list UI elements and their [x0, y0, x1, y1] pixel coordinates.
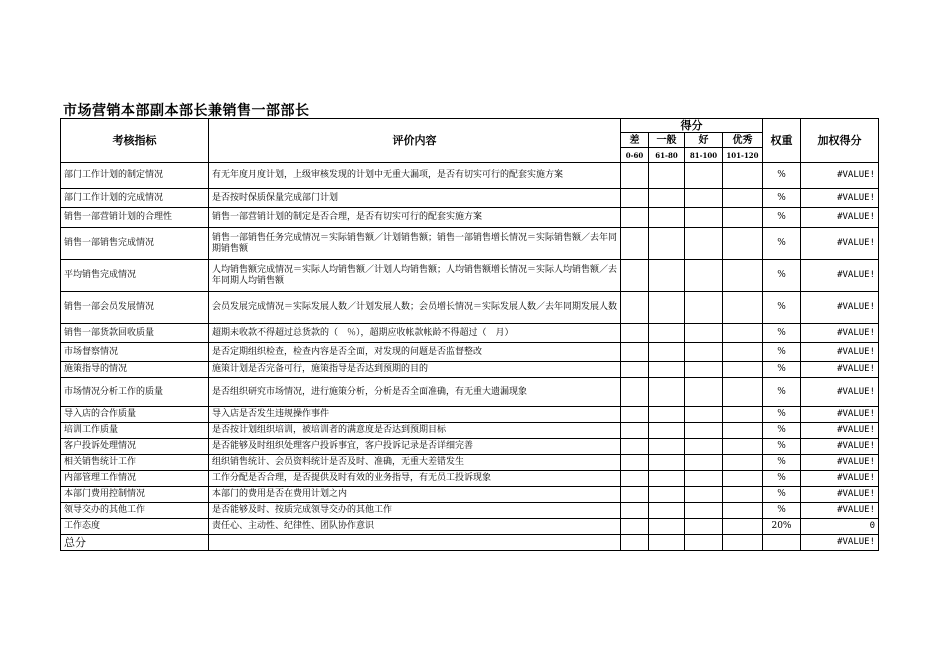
indicator-cell: 客户投诉处理情况 — [61, 439, 209, 455]
indicator-cell: 销售一部会员发展情况 — [61, 292, 209, 324]
score-input-cell[interactable] — [621, 163, 649, 189]
content-cell: 是否组织研究市场情况，进行施策分析，分析是否全面准确，有无重大遗漏现象 — [209, 378, 621, 407]
weighted-score-cell[interactable]: #VALUE! — [801, 362, 879, 378]
table-row — [61, 378, 879, 407]
content-cell: 是否按计划组织培训，被培训者的满意度是否达到预期目标 — [209, 423, 621, 439]
total-score[interactable]: #VALUE! — [801, 535, 879, 551]
content-cell: 有无年度月度计划，上级审核发现的计划中无重大漏项，是否有切实可行的配套实施方案 — [209, 163, 621, 189]
content-cell: 销售一部营销计划的制定是否合理，是否有切实可行的配套实施方案 — [209, 208, 621, 228]
score-input-cell[interactable] — [649, 343, 685, 362]
weight-cell[interactable]: % — [763, 407, 801, 423]
score-input-cell[interactable] — [685, 407, 723, 423]
score-input-cell[interactable] — [723, 439, 763, 455]
score-input-cell[interactable] — [723, 189, 763, 208]
score-input-cell[interactable] — [649, 378, 685, 407]
content-cell: 销售一部销售任务完成情况＝实际销售额／计划销售额；销售一部销售增长情况＝实际销售额／去年同期销售额 — [209, 228, 621, 260]
weight-cell[interactable]: % — [763, 208, 801, 228]
content-cell: 组织销售统计、会员资料统计是否及时、准确，无重大差错发生 — [209, 455, 621, 471]
score-input-cell[interactable] — [649, 471, 685, 487]
table-row — [61, 455, 879, 471]
weight-cell[interactable]: % — [763, 423, 801, 439]
score-input-cell[interactable] — [649, 292, 685, 324]
weight-cell[interactable]: % — [763, 471, 801, 487]
score-input-cell[interactable] — [723, 163, 763, 189]
weight-cell[interactable]: % — [763, 163, 801, 189]
table-row — [61, 362, 879, 378]
weighted-score-cell[interactable]: #VALUE! — [801, 189, 879, 208]
weighted-score-cell[interactable]: #VALUE! — [801, 292, 879, 324]
weight-cell[interactable]: 20% — [763, 519, 801, 535]
weight-cell[interactable]: % — [763, 228, 801, 260]
score-input-cell[interactable] — [685, 503, 723, 519]
score-input-cell[interactable] — [685, 378, 723, 407]
weighted-score-cell[interactable]: #VALUE! — [801, 260, 879, 292]
score-input-cell[interactable] — [723, 228, 763, 260]
indicator-cell: 本部门费用控制情况 — [61, 487, 209, 503]
indicator-cell: 市场督察情况 — [61, 343, 209, 362]
score-input-cell[interactable] — [649, 487, 685, 503]
total-label: 总分 — [61, 535, 209, 551]
score-input-cell[interactable] — [621, 343, 649, 362]
weighted-score-cell[interactable]: #VALUE! — [801, 343, 879, 362]
score-input-cell[interactable] — [621, 378, 649, 407]
content-cell: 是否定期组织检查，检查内容是否全面，对发现的问题是否监督整改 — [209, 343, 621, 362]
score-input-cell[interactable] — [723, 362, 763, 378]
score-input-cell[interactable] — [685, 324, 723, 343]
weight-cell[interactable]: % — [763, 189, 801, 208]
header-range-good: 81-100 — [685, 148, 723, 163]
content-cell: 工作分配是否合理，是否提供及时有效的业务指导，有无员工投诉现象 — [209, 471, 621, 487]
weighted-score-cell[interactable]: #VALUE! — [801, 455, 879, 471]
score-input-cell[interactable] — [723, 343, 763, 362]
score-input-cell[interactable] — [649, 260, 685, 292]
table-row — [61, 487, 879, 503]
weighted-score-cell[interactable]: #VALUE! — [801, 439, 879, 455]
table-row — [61, 260, 879, 292]
weighted-score-cell[interactable]: #VALUE! — [801, 423, 879, 439]
table-row — [61, 343, 879, 362]
score-input-cell[interactable] — [685, 471, 723, 487]
score-input-cell[interactable] — [649, 163, 685, 189]
score-input-cell[interactable] — [723, 407, 763, 423]
score-input-cell[interactable] — [685, 208, 723, 228]
score-input-cell[interactable] — [621, 455, 649, 471]
score-input-cell[interactable] — [649, 503, 685, 519]
cell-blank[interactable] — [209, 535, 621, 551]
cell-blank[interactable] — [763, 535, 801, 551]
content-cell: 是否能够及时、按质完成领导交办的其他工作 — [209, 503, 621, 519]
indicator-cell: 销售一部营销计划的合理性 — [61, 208, 209, 228]
table-row — [61, 519, 879, 535]
weighted-score-cell[interactable]: 0 — [801, 519, 879, 535]
weighted-score-cell[interactable]: #VALUE! — [801, 163, 879, 189]
indicator-cell: 平均销售完成情况 — [61, 260, 209, 292]
score-input-cell[interactable] — [723, 519, 763, 535]
weighted-score-cell[interactable]: #VALUE! — [801, 378, 879, 407]
table-row — [61, 189, 879, 208]
evaluation-table — [60, 118, 879, 551]
weighted-score-cell[interactable]: #VALUE! — [801, 503, 879, 519]
cell-blank[interactable] — [723, 535, 763, 551]
indicator-cell: 领导交办的其他工作 — [61, 503, 209, 519]
content-cell: 超期未收款不得超过总货款的（ ％），超期应收帐款帐龄不得超过（ 月） — [209, 324, 621, 343]
weight-cell[interactable]: % — [763, 260, 801, 292]
weight-cell[interactable]: % — [763, 439, 801, 455]
table-row — [61, 324, 879, 343]
score-input-cell[interactable] — [685, 487, 723, 503]
score-input-cell[interactable] — [621, 362, 649, 378]
table-row — [61, 208, 879, 228]
score-input-cell[interactable] — [621, 208, 649, 228]
indicator-cell: 部门工作计划的制定情况 — [61, 163, 209, 189]
weight-cell[interactable]: % — [763, 343, 801, 362]
score-input-cell[interactable] — [685, 292, 723, 324]
table-row — [61, 228, 879, 260]
score-input-cell[interactable] — [685, 362, 723, 378]
weight-cell[interactable]: % — [763, 324, 801, 343]
cell-blank[interactable] — [621, 535, 649, 551]
content-cell: 人均销售额完成情况＝实际人均销售额／计划人均销售额；人均销售额增长情况＝实际人均销售额／去年同期人均销售额 — [209, 260, 621, 292]
score-input-cell[interactable] — [649, 228, 685, 260]
score-input-cell[interactable] — [649, 423, 685, 439]
score-input-cell[interactable] — [685, 189, 723, 208]
table-row — [61, 423, 879, 439]
header-level-fair: 一般 — [649, 133, 685, 148]
score-input-cell[interactable] — [685, 455, 723, 471]
indicator-cell: 市场情况分析工作的质量 — [61, 378, 209, 407]
weight-cell[interactable]: % — [763, 487, 801, 503]
header-range-fair: 61-80 — [649, 148, 685, 163]
score-input-cell[interactable] — [685, 343, 723, 362]
score-input-cell[interactable] — [723, 471, 763, 487]
indicator-cell: 工作态度 — [61, 519, 209, 535]
header-level-good: 好 — [685, 133, 723, 148]
weighted-score-cell[interactable]: #VALUE! — [801, 228, 879, 260]
score-input-cell[interactable] — [685, 260, 723, 292]
weighted-score-cell[interactable]: #VALUE! — [801, 487, 879, 503]
indicator-cell: 施策指导的情况 — [61, 362, 209, 378]
weight-cell[interactable]: % — [763, 292, 801, 324]
content-cell: 导入店是否发生违规操作事件 — [209, 407, 621, 423]
total-row — [61, 535, 879, 551]
content-cell: 责任心、主动性、纪律性、团队协作意识 — [209, 519, 621, 535]
weighted-score-cell[interactable]: #VALUE! — [801, 208, 879, 228]
header-content: 评价内容 — [209, 119, 621, 163]
score-input-cell[interactable] — [685, 163, 723, 189]
score-input-cell[interactable] — [649, 455, 685, 471]
score-input-cell[interactable] — [685, 519, 723, 535]
score-input-cell[interactable] — [621, 423, 649, 439]
header-score: 得分 — [621, 119, 763, 133]
score-input-cell[interactable] — [621, 407, 649, 423]
score-input-cell[interactable] — [621, 228, 649, 260]
weight-cell[interactable]: % — [763, 362, 801, 378]
score-input-cell[interactable] — [723, 503, 763, 519]
score-input-cell[interactable] — [723, 423, 763, 439]
score-input-cell[interactable] — [649, 439, 685, 455]
weight-cell[interactable]: % — [763, 503, 801, 519]
score-input-cell[interactable] — [685, 439, 723, 455]
table-row — [61, 471, 879, 487]
score-input-cell[interactable] — [621, 439, 649, 455]
table-row — [61, 439, 879, 455]
indicator-cell: 销售一部货款回收质量 — [61, 324, 209, 343]
indicator-cell: 相关销售统计工作 — [61, 455, 209, 471]
score-input-cell[interactable] — [723, 260, 763, 292]
indicator-cell: 培训工作质量 — [61, 423, 209, 439]
score-input-cell[interactable] — [649, 208, 685, 228]
indicator-cell: 部门工作计划的完成情况 — [61, 189, 209, 208]
score-input-cell[interactable] — [621, 487, 649, 503]
score-input-cell[interactable] — [649, 189, 685, 208]
table-row — [61, 292, 879, 324]
score-input-cell[interactable] — [649, 324, 685, 343]
score-input-cell[interactable] — [723, 455, 763, 471]
score-input-cell[interactable] — [723, 324, 763, 343]
weighted-score-cell[interactable]: #VALUE! — [801, 407, 879, 423]
indicator-cell: 导入店的合作质量 — [61, 407, 209, 423]
score-input-cell[interactable] — [723, 208, 763, 228]
score-input-cell[interactable] — [649, 362, 685, 378]
header-level-poor: 差 — [621, 133, 649, 148]
table-row — [61, 163, 879, 189]
header-level-excellent: 优秀 — [723, 133, 763, 148]
score-input-cell[interactable] — [649, 407, 685, 423]
content-cell: 是否按时保质保量完成部门计划 — [209, 189, 621, 208]
score-input-cell[interactable] — [621, 260, 649, 292]
score-input-cell[interactable] — [723, 487, 763, 503]
score-input-cell[interactable] — [621, 292, 649, 324]
score-input-cell[interactable] — [685, 423, 723, 439]
header-indicator: 考核指标 — [61, 119, 209, 163]
score-input-cell[interactable] — [621, 519, 649, 535]
weight-cell[interactable]: % — [763, 455, 801, 471]
header-weight: 权重 — [763, 119, 801, 163]
table-row — [61, 503, 879, 519]
score-input-cell[interactable] — [621, 471, 649, 487]
content-cell: 是否能够及时组织处理客户投诉事宜，客户投诉记录是否详细完善 — [209, 439, 621, 455]
score-input-cell[interactable] — [723, 378, 763, 407]
cell-blank[interactable] — [649, 535, 685, 551]
score-input-cell[interactable] — [649, 519, 685, 535]
score-input-cell[interactable] — [621, 503, 649, 519]
weighted-score-cell[interactable]: #VALUE! — [801, 471, 879, 487]
header-range-excellent: 101-120 — [723, 148, 763, 163]
header-range-poor: 0-60 — [621, 148, 649, 163]
content-cell: 本部门的费用是否在费用计划之内 — [209, 487, 621, 503]
weighted-score-cell[interactable]: #VALUE! — [801, 324, 879, 343]
weight-cell[interactable]: % — [763, 378, 801, 407]
indicator-cell: 销售一部销售完成情况 — [61, 228, 209, 260]
cell-blank[interactable] — [685, 535, 723, 551]
table-row — [61, 407, 879, 423]
sheet-title: 市场营销本部副本部长兼销售一部部长 — [63, 103, 310, 119]
content-cell: 会员发展完成情况＝实际发展人数／计划发展人数；会员增长情况＝实际发展人数／去年同期发展人数 — [209, 292, 621, 324]
score-input-cell[interactable] — [621, 324, 649, 343]
indicator-cell: 内部管理工作情况 — [61, 471, 209, 487]
score-input-cell[interactable] — [723, 292, 763, 324]
content-cell: 施策计划是否完备可行，施策指导是否达到预期的目的 — [209, 362, 621, 378]
header-weighted-score: 加权得分 — [801, 119, 879, 163]
score-input-cell[interactable] — [685, 228, 723, 260]
score-input-cell[interactable] — [621, 189, 649, 208]
